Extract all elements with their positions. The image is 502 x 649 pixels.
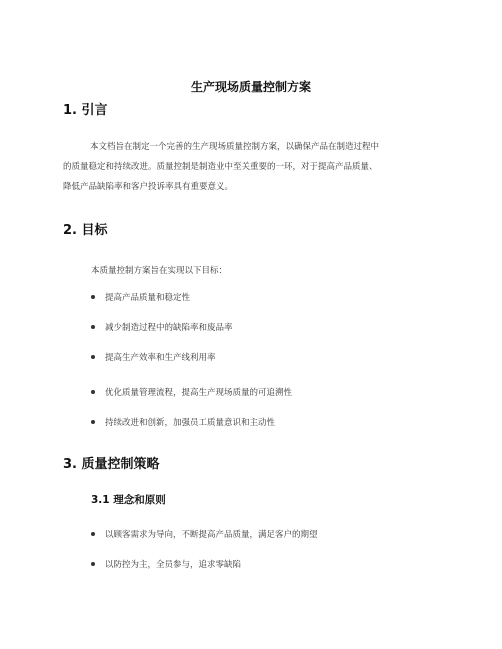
paragraph-line: 降低产品缺陷率和客户投诉率具有重要意义。 <box>63 182 234 192</box>
section-intro-paragraph <box>63 137 443 197</box>
section-heading-strategy: 3. 质量控制策略 <box>63 457 160 472</box>
paragraph-line: 的质量稳定和持续改进。质量控制是制造业中至关重要的一环，对于提高产品质量、 <box>63 162 378 172</box>
bullet-dot-icon <box>91 532 95 536</box>
bullet-dot-icon <box>91 390 95 394</box>
bullet-text: 持续改进和创新，加强员工质量意识和主动性 <box>105 418 276 428</box>
subsection-heading-principles: 3.1 理念和原则 <box>91 494 166 506</box>
bullet-dot-icon <box>91 562 95 566</box>
goal-bullet <box>91 292 190 304</box>
bullet-dot-icon <box>91 420 95 424</box>
bullet-text: 优化质量管理流程，提高生产现场质量的可追溯性 <box>105 388 293 398</box>
goal-bullet <box>91 387 292 399</box>
section-heading-intro: 1. 引言 <box>63 103 108 118</box>
bullet-dot-icon <box>91 325 95 329</box>
bullet-text: 提高生产效率和生产线利用率 <box>105 353 216 363</box>
goal-bullet <box>91 417 275 429</box>
goal-bullet <box>91 322 233 334</box>
principle-bullet <box>91 559 241 571</box>
paragraph-line: 本文档旨在制定一个完善的生产现场质量控制方案，以确保产品在制造过程中 <box>90 142 380 152</box>
section-heading-goals: 2. 目标 <box>63 223 108 238</box>
bullet-text: 以顾客需求为导向，不断提高产品质量，满足客户的期望 <box>105 530 318 540</box>
goal-bullet <box>91 352 216 364</box>
document-title: 生产现场质量控制方案 <box>190 80 311 94</box>
bullet-text: 以防控为主，全员参与，追求零缺陷 <box>105 560 242 570</box>
bullet-text: 提高产品质量和稳定性 <box>105 293 191 303</box>
bullet-dot-icon <box>91 355 95 359</box>
principle-bullet <box>91 529 318 541</box>
goals-intro: 本质量控制方案旨在实现以下目标： <box>91 266 228 276</box>
bullet-dot-icon <box>91 295 95 299</box>
bullet-text: 减少制造过程中的缺陷率和废品率 <box>105 323 233 333</box>
